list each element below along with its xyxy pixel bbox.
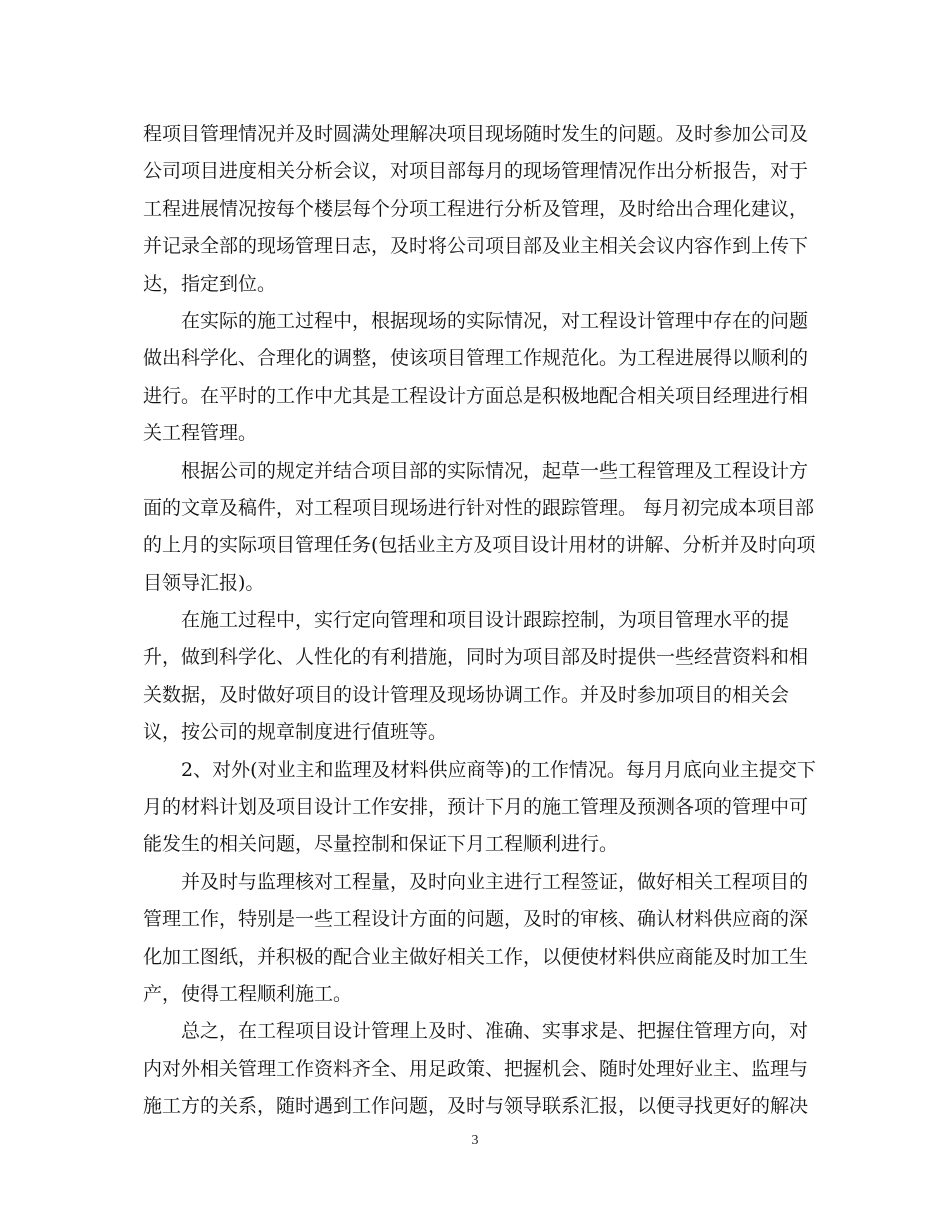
text-line: 在实际的施工过程中，根据现场的实际情况，对工程设计管理中存在的问题: [181, 309, 809, 332]
text-line: 目领导汇报)。: [143, 571, 265, 594]
text-line: 根据公司的规定并结合项目部的实际情况，起草一些工程管理及工程设计方: [181, 459, 809, 482]
text-line: 关数据，及时做好项目的设计管理及现场协调工作。并及时参加项目的相关会: [143, 683, 790, 706]
text-line: 能发生的相关问题，尽量控制和保证下月工程顺利进行。: [143, 833, 619, 856]
text-line: 议，按公司的规章制度进行值班等。: [143, 721, 448, 744]
document-body: [143, 116, 816, 1126]
text-line: 总之，在工程项目设计管理上及时、准确、实事求是、把握住管理方向，对: [181, 1020, 809, 1043]
text-line: 的上月的实际项目管理任务(包括业主方及项目设计用材的讲解、分析并及时向项: [143, 534, 816, 557]
text-line: 程项目管理情况并及时圆满处理解决项目现场随时发生的问题。及时参加公司及: [143, 123, 809, 145]
text-line: 进行。在平时的工作中尤其是工程设计方面总是积极地配合相关项目经理进行相: [143, 384, 809, 407]
text-line: 施工方的关系，随时遇到工作问题，及时与领导联系汇报，以便寻找更好的解决: [143, 1095, 809, 1118]
text-line: 并记录全部的现场管理日志，及时将公司项目部及业主相关会议内容作到上传下: [143, 235, 809, 258]
text-line: 公司项目进度相关分析会议，对项目部每月的现场管理情况作出分析报告，对于: [143, 160, 809, 183]
text-line: 工程进展情况按每个楼层每个分项工程进行分析及管理，及时给出合理化建议，: [143, 197, 809, 220]
text-line: 月的材料计划及项目设计工作安排，预计下月的施工管理及预测各项的管理中可: [143, 796, 809, 819]
text-line: 在施工过程中，实行定向管理和项目设计跟踪控制，为项目管理水平的提: [181, 609, 790, 632]
page-number: 3: [471, 1133, 479, 1148]
paragraph: [143, 752, 816, 864]
text-line: 产，使得工程顺利施工。: [143, 982, 353, 1005]
paragraph: [143, 116, 807, 303]
text-line: 管理工作，特别是一些工程设计方面的问题，及时的审核、确认材料供应商的深: [143, 908, 809, 931]
paragraph: [143, 1013, 807, 1125]
text-line: 并及时与监理核对工程量，及时向业主进行工程签证，做好相关工程项目的: [181, 870, 809, 893]
text-line: 升，做到科学化、人性化的有利措施，同时为项目部及时提供一些经营资料和相: [143, 646, 809, 669]
paragraph: [143, 602, 807, 752]
text-line: 化加工图纸，并积极的配合业主做好相关工作，以便使材料供应商能及时加工生: [143, 945, 809, 968]
text-line: 达，指定到位。: [143, 272, 277, 295]
text-line: 内对外相关管理工作资料齐全、用足政策、把握机会、随时处理好业主、监理与: [143, 1057, 809, 1080]
text-line: 做出科学化、合理化的调整，使该项目管理工作规范化。为工程进展得以顺利的: [143, 347, 809, 370]
text-line: 关工程管理。: [143, 422, 258, 445]
paragraph: [143, 453, 816, 603]
paragraph: [143, 864, 807, 1014]
text-line: 面的文章及稿件，对工程项目现场进行针对性的跟踪管理。 每月初完成本项目部: [143, 496, 815, 519]
paragraph: [143, 303, 807, 453]
text-line: 2、对外(对业主和监理及材料供应商等)的工作情况。每月月底向业主提交下: [181, 758, 816, 781]
